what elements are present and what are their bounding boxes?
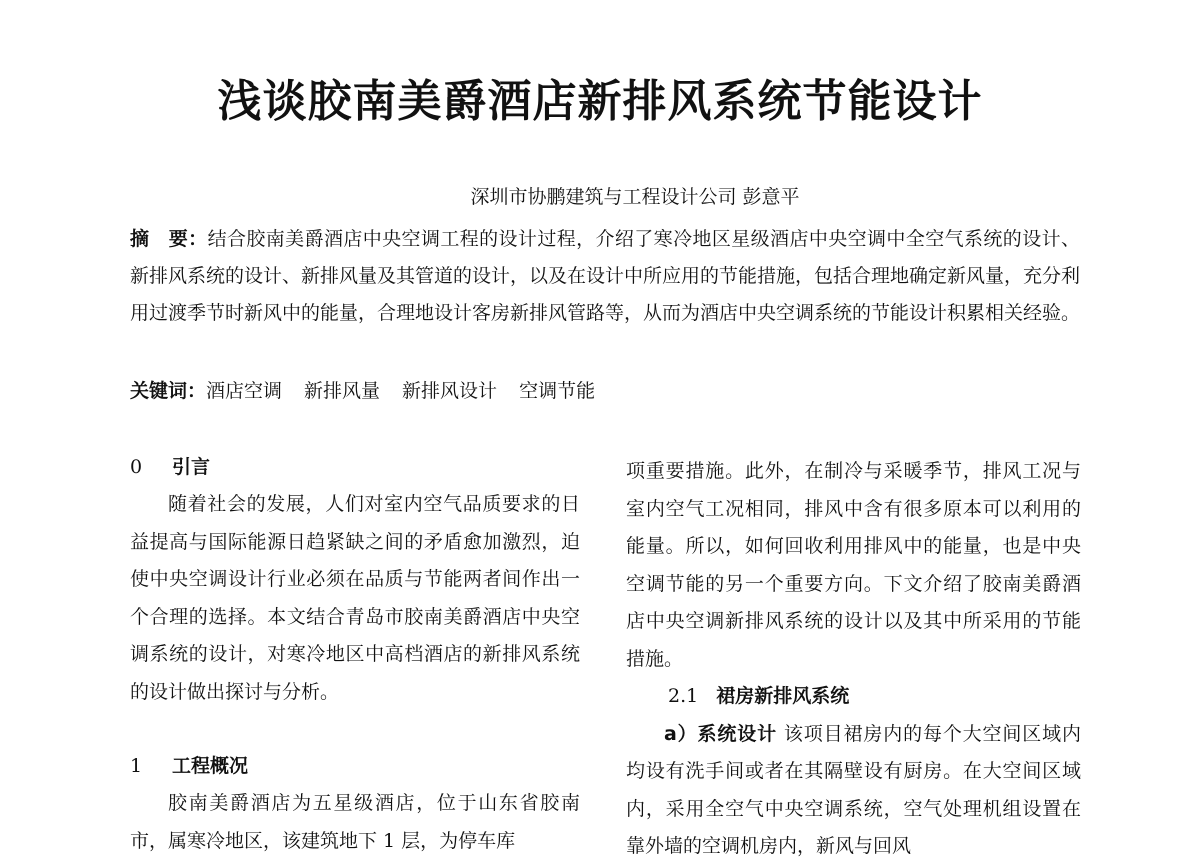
abstract-label: 摘 要： [130, 228, 208, 250]
paper-title: 浅谈胶南美爵酒店新排风系统节能设计 [217, 76, 983, 127]
continued-paragraph: 项重要措施。此外，在制冷与采暖季节，排风工况与室内空气工况相同，排风中含有很多原本可以利用的能量。所以，如何回收利用排风中的能量，也是中央空调节能的另一个重要方向。下文介绍了胶南美爵酒店中央空调新排风系统的设计以及其中所采用的节能措施。 [626, 460, 1081, 670]
keywords [130, 373, 1080, 410]
section-heading-overview [130, 748, 580, 785]
section-title: 工程概况 [172, 755, 249, 777]
keyword: 空调节能 [519, 380, 596, 402]
right-column [626, 453, 1081, 866]
subsection-number: 2.1 [668, 685, 699, 707]
section-number: 0 [130, 456, 143, 478]
overview-paragraph: 胶南美爵酒店为五星级酒店，位于山东省胶南市，属寒冷地区，该建筑地下 1 层，为停车库 [130, 792, 580, 852]
section-title: 引言 [172, 456, 211, 478]
item-a-paragraph [626, 716, 1081, 866]
item-a-text: 该项目裙房内的每个大空间区域内均设有洗手间或者在其隔壁设有厨房。在大空间区域内，采用全空气中央空调系统，空气处理机组设置在靠外墙的空调机房内，新风与回风 [626, 722, 1082, 857]
section-number: 1 [130, 755, 143, 777]
subsection-heading [626, 678, 1081, 716]
subsection-title: 裙房新排风系统 [716, 685, 850, 707]
intro-paragraph: 随着社会的发展，人们对室内空气品质要求的日益提高与国际能源日趋紧缺之间的矛盾愈加激烈，迫使中央空调设计行业必须在品质与节能两者间作出一个合理的选择。本文结合青岛市胶南美爵酒店中央空调系统的设计，对寒冷地区中高档酒店的新排风系统的设计做出探讨与分析。 [130, 493, 580, 703]
keyword: 酒店空调 [206, 380, 283, 402]
keyword: 新排风量 [304, 380, 381, 402]
item-a-lead: a）系统设计 [664, 722, 778, 745]
left-column [130, 449, 580, 860]
keyword: 新排风设计 [402, 380, 498, 402]
abstract-text: 结合胶南美爵酒店中央空调工程的设计过程，介绍了寒冷地区星级酒店中央空调中全空气系统的设计、新排风系统的设计、新排风量及其管道的设计，以及在设计中所应用的节能措施，包括合理地确定新风量，充分利用过渡季节时新风中的能量，合理地设计客房新排风管路等，从而为酒店中央空调系统的节能设计积累相关经验。 [130, 228, 1081, 324]
author-affiliation: 深圳市协鹏建筑与工程设计公司 彭意平 [470, 186, 800, 208]
keywords-label: 关键词： [130, 380, 207, 402]
abstract [130, 221, 1080, 332]
section-gap [130, 711, 580, 748]
section-heading-intro [130, 449, 580, 486]
